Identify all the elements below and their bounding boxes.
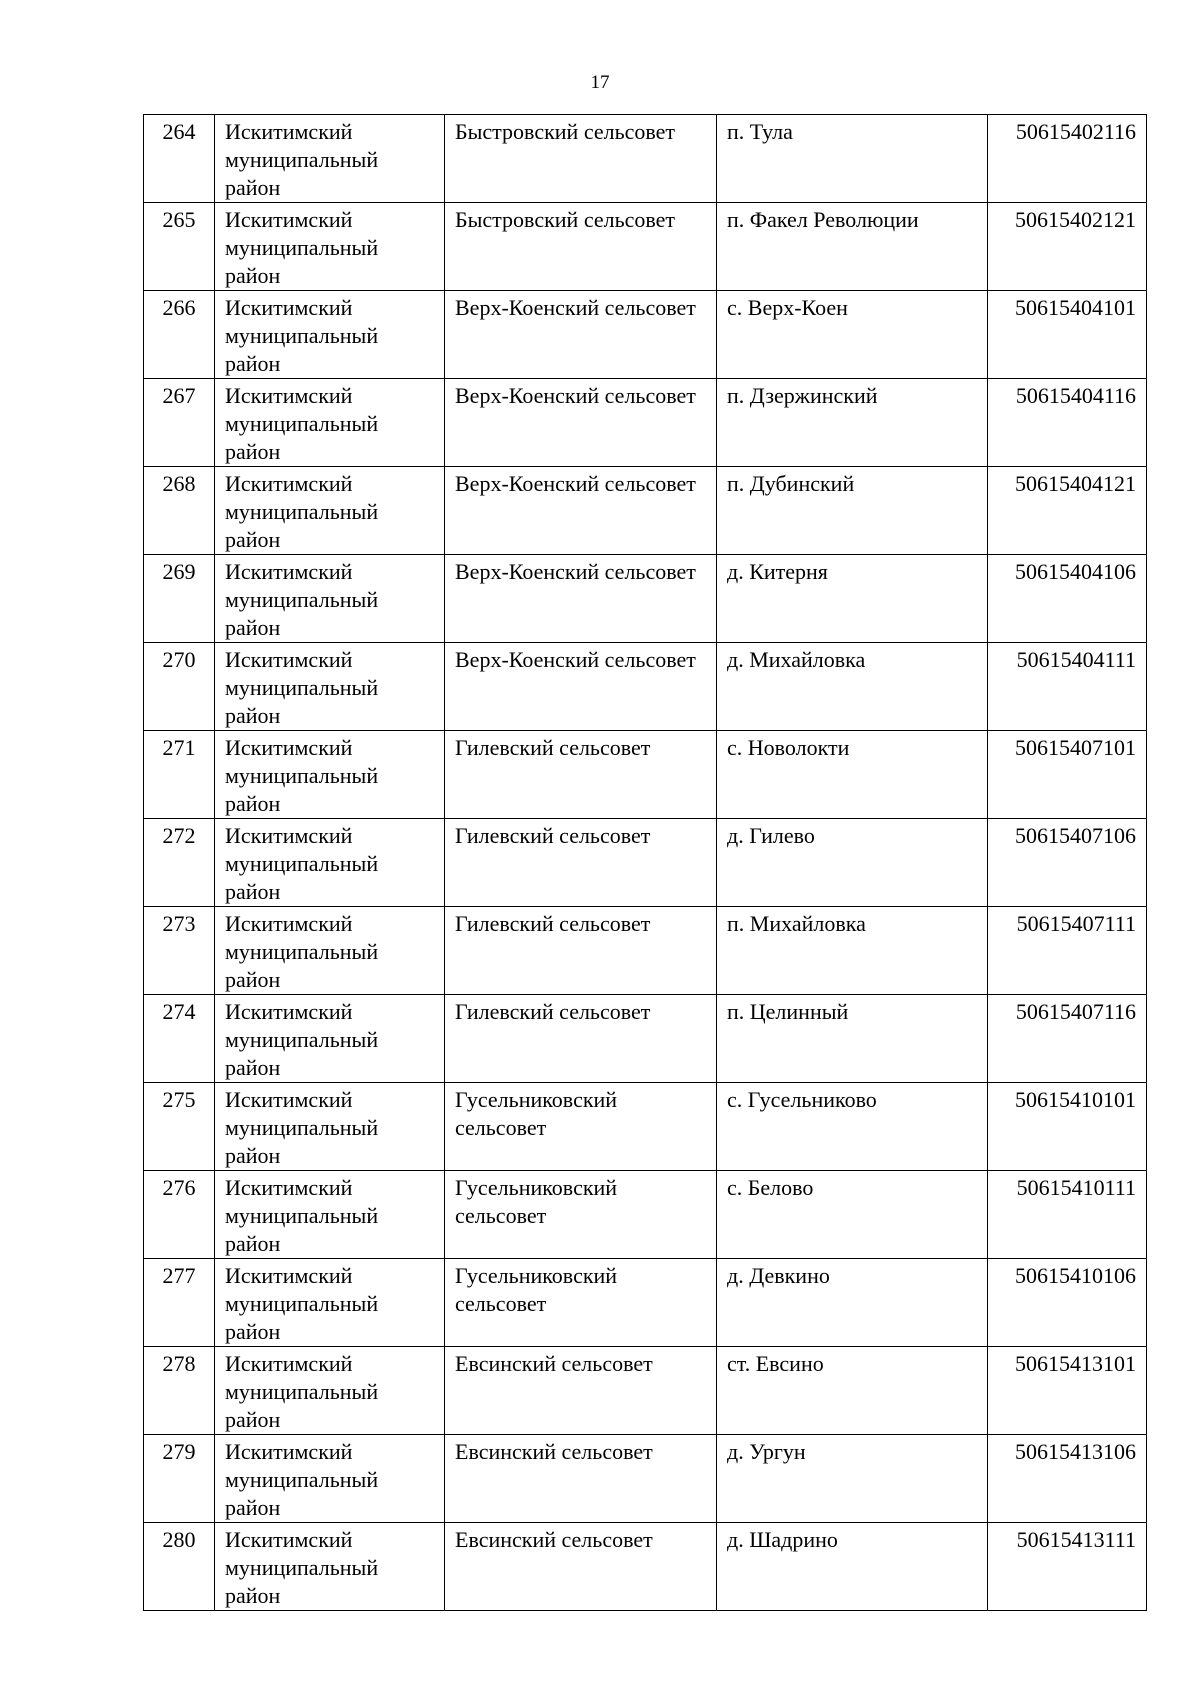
table-row — [144, 907, 1147, 995]
row-number-cell: 275 — [144, 1083, 215, 1171]
row-number-cell: 265 — [144, 203, 215, 291]
oktmo-code-cell: 50615404116 — [988, 379, 1147, 467]
row-number-cell: 271 — [144, 731, 215, 819]
table-row — [144, 1259, 1147, 1347]
council-cell: Гилевский сельсовет — [445, 731, 717, 819]
locality-cell: ст. Евсино — [717, 1347, 988, 1435]
district-cell: Искитимский муниципальный район — [215, 819, 445, 907]
oktmo-code-cell: 50615413106 — [988, 1435, 1147, 1523]
council-cell: Гусельниковский сельсовет — [445, 1171, 717, 1259]
row-number-cell: 267 — [144, 379, 215, 467]
district-cell: Искитимский муниципальный район — [215, 1259, 445, 1347]
oktmo-code-cell: 50615407101 — [988, 731, 1147, 819]
locality-cell: д. Девкино — [717, 1259, 988, 1347]
table-row — [144, 115, 1147, 203]
table-row — [144, 379, 1147, 467]
table-row — [144, 1171, 1147, 1259]
council-cell: Верх-Коенский сельсовет — [445, 643, 717, 731]
row-number-cell: 273 — [144, 907, 215, 995]
locality-cell: с. Гусельниково — [717, 1083, 988, 1171]
locality-cell: с. Верх-Коен — [717, 291, 988, 379]
district-cell: Искитимский муниципальный район — [215, 555, 445, 643]
district-cell: Искитимский муниципальный район — [215, 643, 445, 731]
table-row — [144, 1083, 1147, 1171]
locality-cell: д. Ургун — [717, 1435, 988, 1523]
row-number-cell: 266 — [144, 291, 215, 379]
locality-cell: д. Шадрино — [717, 1523, 988, 1611]
table-body — [144, 115, 1147, 1611]
row-number-cell: 274 — [144, 995, 215, 1083]
table-row — [144, 1435, 1147, 1523]
oktmo-code-cell: 50615402121 — [988, 203, 1147, 291]
locality-cell: п. Михайловка — [717, 907, 988, 995]
council-cell: Гусельниковский сельсовет — [445, 1083, 717, 1171]
oktmo-code-cell: 50615410111 — [988, 1171, 1147, 1259]
council-cell: Гилевский сельсовет — [445, 907, 717, 995]
council-cell: Евсинский сельсовет — [445, 1523, 717, 1611]
council-cell: Гусельниковский сельсовет — [445, 1259, 717, 1347]
oktmo-code-cell: 50615413111 — [988, 1523, 1147, 1611]
oktmo-code-cell: 50615407116 — [988, 995, 1147, 1083]
table-row — [144, 819, 1147, 907]
locality-cell: п. Факел Революции — [717, 203, 988, 291]
locality-cell: с. Белово — [717, 1171, 988, 1259]
settlements-table — [143, 114, 1147, 1611]
oktmo-code-cell: 50615404101 — [988, 291, 1147, 379]
row-number-cell: 280 — [144, 1523, 215, 1611]
locality-cell: д. Гилево — [717, 819, 988, 907]
oktmo-code-cell: 50615404121 — [988, 467, 1147, 555]
row-number-cell: 278 — [144, 1347, 215, 1435]
table-row — [144, 995, 1147, 1083]
row-number-cell: 269 — [144, 555, 215, 643]
row-number-cell: 264 — [144, 115, 215, 203]
table-row — [144, 643, 1147, 731]
table-row — [144, 467, 1147, 555]
locality-cell: д. Михайловка — [717, 643, 988, 731]
council-cell: Евсинский сельсовет — [445, 1435, 717, 1523]
district-cell: Искитимский муниципальный район — [215, 731, 445, 819]
locality-cell: д. Китерня — [717, 555, 988, 643]
council-cell: Верх-Коенский сельсовет — [445, 467, 717, 555]
row-number-cell: 276 — [144, 1171, 215, 1259]
district-cell: Искитимский муниципальный район — [215, 291, 445, 379]
row-number-cell: 279 — [144, 1435, 215, 1523]
district-cell: Искитимский муниципальный район — [215, 1523, 445, 1611]
council-cell: Гилевский сельсовет — [445, 819, 717, 907]
district-cell: Искитимский муниципальный район — [215, 907, 445, 995]
locality-cell: п. Целинный — [717, 995, 988, 1083]
locality-cell: п. Дубинский — [717, 467, 988, 555]
table-row — [144, 731, 1147, 819]
district-cell: Искитимский муниципальный район — [215, 1083, 445, 1171]
district-cell: Искитимский муниципальный район — [215, 1347, 445, 1435]
district-cell: Искитимский муниципальный район — [215, 1435, 445, 1523]
council-cell: Быстровский сельсовет — [445, 203, 717, 291]
council-cell: Верх-Коенский сельсовет — [445, 555, 717, 643]
oktmo-code-cell: 50615407111 — [988, 907, 1147, 995]
row-number-cell: 270 — [144, 643, 215, 731]
row-number-cell: 272 — [144, 819, 215, 907]
council-cell: Евсинский сельсовет — [445, 1347, 717, 1435]
council-cell: Верх-Коенский сельсовет — [445, 379, 717, 467]
district-cell: Искитимский муниципальный район — [215, 203, 445, 291]
oktmo-code-cell: 50615407106 — [988, 819, 1147, 907]
oktmo-code-cell: 50615404106 — [988, 555, 1147, 643]
locality-cell: п. Тула — [717, 115, 988, 203]
district-cell: Искитимский муниципальный район — [215, 115, 445, 203]
council-cell: Гилевский сельсовет — [445, 995, 717, 1083]
table-row — [144, 1523, 1147, 1611]
district-cell: Искитимский муниципальный район — [215, 1171, 445, 1259]
row-number-cell: 277 — [144, 1259, 215, 1347]
locality-cell: с. Новолокти — [717, 731, 988, 819]
table-row — [144, 555, 1147, 643]
district-cell: Искитимский муниципальный район — [215, 379, 445, 467]
table-row — [144, 291, 1147, 379]
oktmo-code-cell: 50615410106 — [988, 1259, 1147, 1347]
oktmo-code-cell: 50615402116 — [988, 115, 1147, 203]
oktmo-code-cell: 50615404111 — [988, 643, 1147, 731]
district-cell: Искитимский муниципальный район — [215, 467, 445, 555]
district-cell: Искитимский муниципальный район — [215, 995, 445, 1083]
table-row — [144, 203, 1147, 291]
council-cell: Верх-Коенский сельсовет — [445, 291, 717, 379]
page-number: 17 — [590, 72, 610, 93]
oktmo-code-cell: 50615413101 — [988, 1347, 1147, 1435]
table-row — [144, 1347, 1147, 1435]
council-cell: Быстровский сельсовет — [445, 115, 717, 203]
locality-cell: п. Дзержинский — [717, 379, 988, 467]
row-number-cell: 268 — [144, 467, 215, 555]
oktmo-code-cell: 50615410101 — [988, 1083, 1147, 1171]
